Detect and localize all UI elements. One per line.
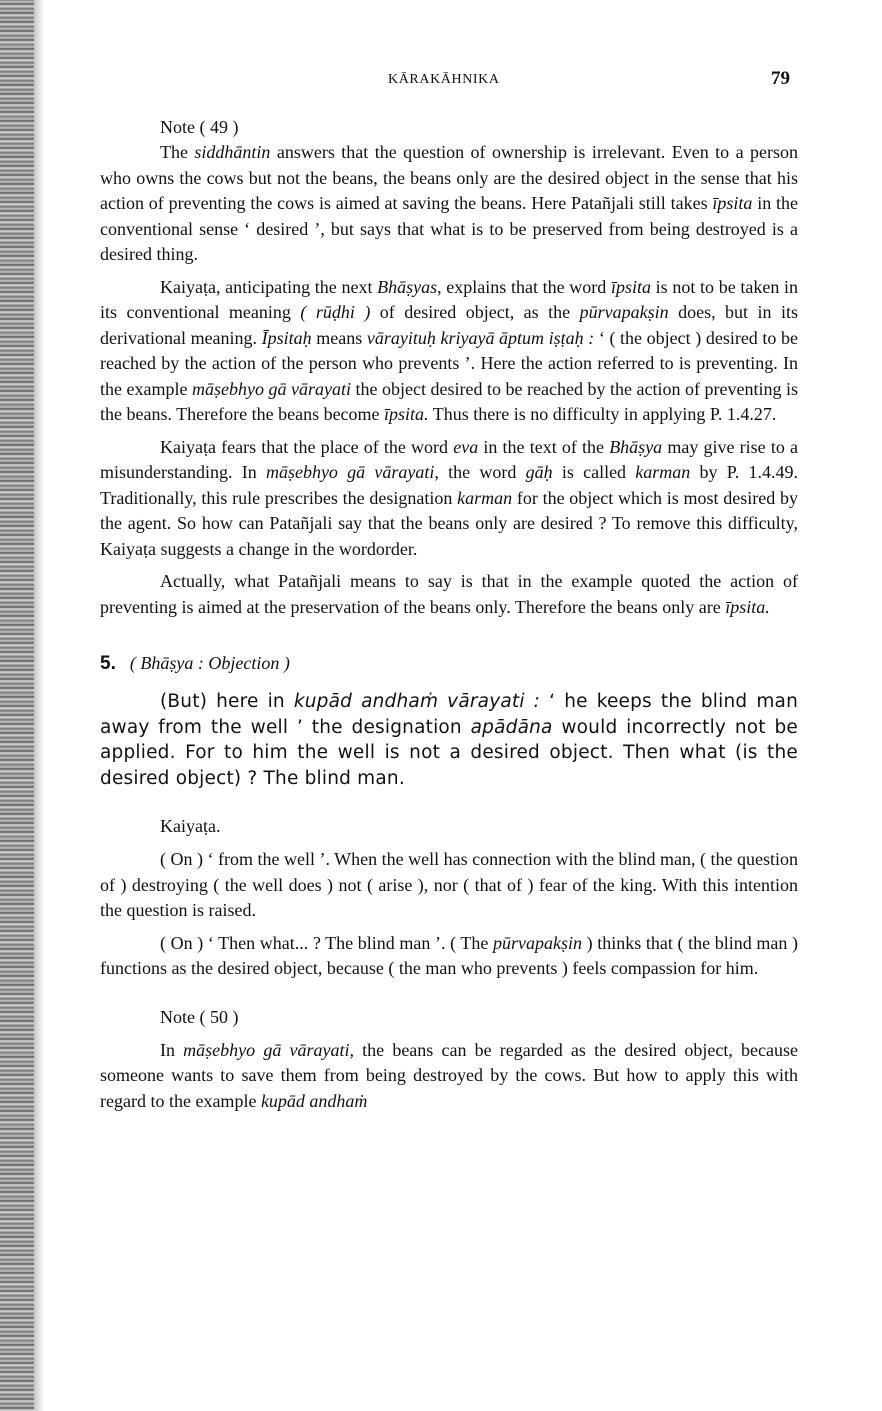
running-title: KĀRAKĀHNIKA: [388, 72, 500, 87]
note-50-label: Note ( 50 ): [160, 1006, 239, 1027]
italic-term: gāḥ: [525, 462, 553, 482]
note-49-paragraph-3: Kaiyaṭa fears that the place of the word eva in the text of the Bhāṣya may give rise to a misunderstanding. In māṣebhyo gā vārayati, the word gāḥ is called karman by P. 1.4.49. Traditionally, this rule prescribes the designation karman for the object which is most desired by the agent. So how can Patañjali say that the beans only are desired ? To remove this difficulty, Kaiyaṭa suggests a change in the wordorder.: [100, 436, 799, 559]
page-number: 79: [771, 68, 790, 89]
italic-term: māṣebhyo gā vārayati,: [183, 1039, 354, 1060]
section-5-heading: [100, 650, 798, 677]
kaiyata-paragraph-1: ( On ) ‘ from the well ’. When the well has connection with the blind man, ( the question of ) destroying ( the well does ) not ( arise ), nor ( that of ) fear of the king. With this intention the question is raised.: [100, 849, 799, 920]
italic-term: karman: [635, 462, 691, 482]
book-page: [100, 64, 798, 1114]
section-title: ( Bhāṣya : Objection ): [129, 653, 290, 673]
note-49-paragraph-4: Actually, what Patañjali means to say is that in the example quoted the action of preventing is aimed at the preservation of the beans only. Therefore the beans only are īpsita.: [100, 571, 798, 617]
italic-term: Bhāṣya: [609, 436, 663, 457]
scan-binding-edge: [0, 0, 34, 1411]
kaiyata-label: Kaiyaṭa.: [160, 816, 221, 836]
italic-term: īpsita.: [725, 596, 770, 617]
italic-term: eva: [453, 436, 479, 457]
note-50-paragraph-1: In māṣebhyo gā vārayati, the beans can be regarded as the desired object, because someone wants to save them from being destroyed by the cows. But how to apply this with regard to the example kupād andhaṁ: [100, 1039, 798, 1111]
italic-term: īpsita: [712, 193, 753, 213]
italic-term: īpsita: [610, 276, 651, 297]
section-number: 5.: [100, 653, 116, 674]
bhasya-translation: (But) here in kupād andhaṁ vārayati : ‘ he keeps the blind man away from the well ’ the designation apādāna would incorrectly not be applied. For to him the well is not a desired object. Then what (is the desired object) ? The blind man.: [100, 691, 799, 789]
italic-term: kupād andhaṁ: [260, 1090, 368, 1111]
kaiyata-paragraph-2: ( On ) ‘ Then what... ? The blind man ’. ( The pūrvapakṣin ) thinks that ( the blind man ) functions as the desired object, because ( the man who prevents ) feels compassion for him.: [100, 932, 799, 978]
italic-term: pūrvapakṣin: [579, 302, 669, 322]
italic-term: siddhāntin: [194, 142, 271, 162]
italic-term: karman: [457, 487, 513, 508]
italic-term: māṣebhyo gā vārayati,: [265, 462, 439, 482]
italic-term: ( rūḍhi ): [300, 302, 371, 322]
note-49-paragraph-2: Kaiyaṭa, anticipating the next Bhāṣyas, explains that the word īpsita is not to be taken in its conventional meaning ( rūḍhi ) of desired object, as the pūrvapakṣin does, but in its derivational meaning. Īpsitaḥ means vārayituḥ kriyayā āptum iṣṭaḥ : ‘ ( the object ) desired to be reached by the action of the person who prevents ’. Here the action referred to is preventing. In the example māṣebhyo gā vārayati the object desired to be reached by the action of preventing is the beans. Therefore the beans become īpsita. Thus there is no difficulty in applying P. 1.4.27.: [100, 276, 799, 424]
italic-term: māṣebhyo gā vārayati: [192, 378, 351, 399]
note-49-label: Note ( 49 ): [160, 117, 239, 137]
italic-term: īpsita.: [384, 404, 429, 424]
italic-term: kupād andhaṁ vārayati :: [293, 691, 541, 712]
italic-term: pūrvapakṣin: [493, 932, 583, 953]
italic-term: Bhāṣyas,: [377, 276, 442, 297]
italic-term: vārayituḥ kriyayā āptum iṣṭaḥ :: [366, 327, 595, 348]
italic-term: Īpsitaḥ: [261, 327, 312, 348]
italic-term: apādāna: [470, 716, 553, 738]
running-head: [100, 64, 798, 98]
note-49-paragraph-1: The siddhāntin answers that the question of ownership is irrelevant. Even to a person who owns the cows but not the beans, the beans only are the desired object in the sense that his action of preventing the cows is aimed at saving the beans. Here Patañjali still takes īpsita in the conventional sense ‘ desired ’, but says that what is to be preserved from being destroyed is a desired thing.: [100, 142, 798, 264]
